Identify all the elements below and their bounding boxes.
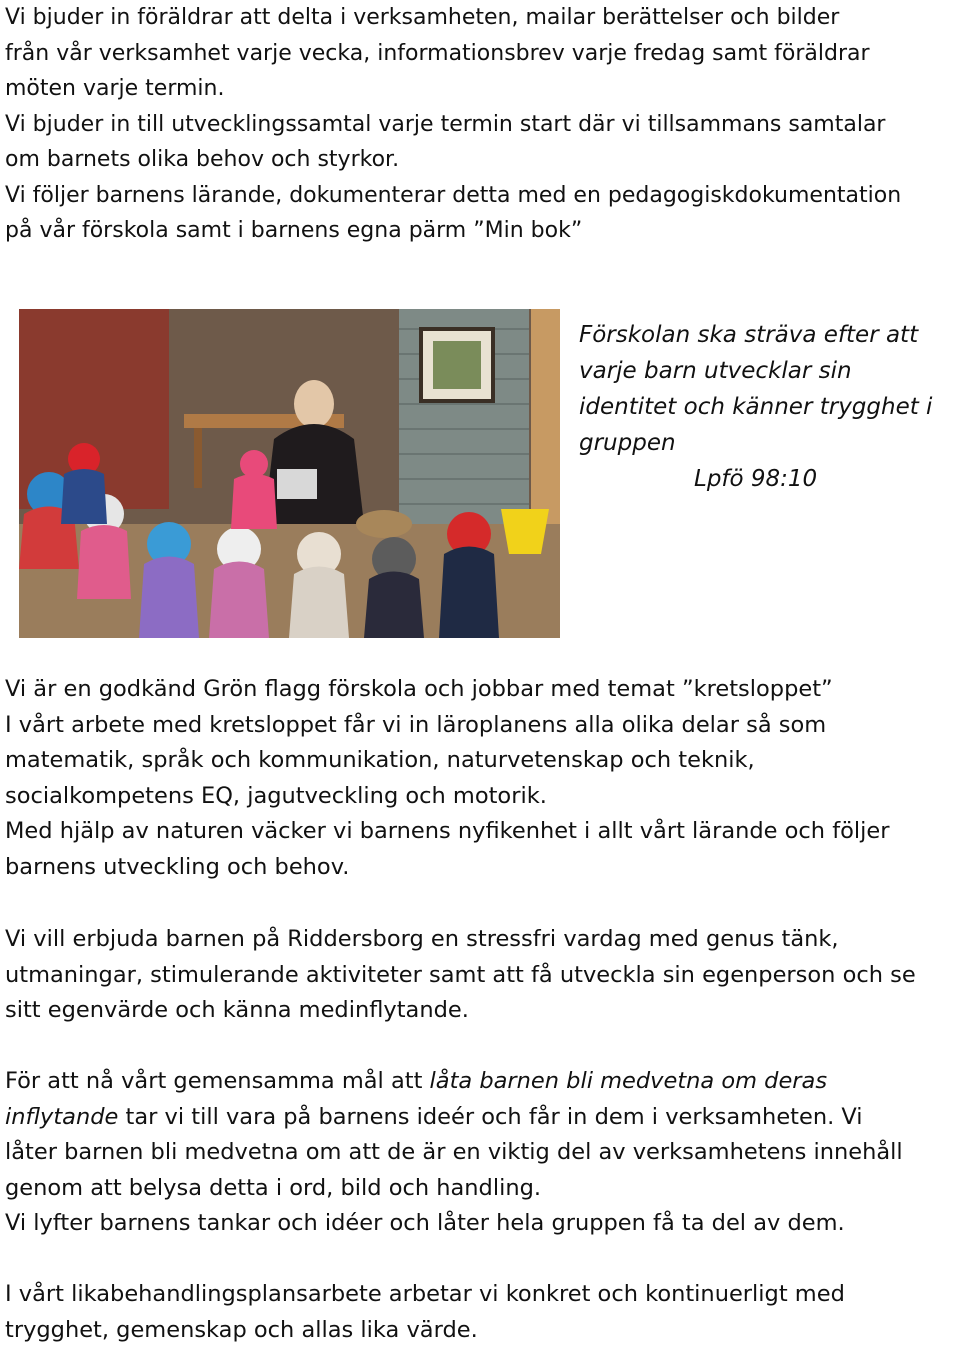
text-line: trygghet, gemenskap och allas lika värde. (5, 1316, 478, 1343)
quote-line: varje barn utvecklar sin (579, 358, 852, 384)
green-flag-paragraph (5, 672, 957, 885)
text-line: Vi bjuder in till utvecklingssamtal varje termin start där vi tillsammans samtalar (5, 111, 886, 137)
text-line: på vår förskola samt i barnens egna pärm ”Min bok” (5, 218, 583, 243)
curriculum-quote (579, 317, 957, 497)
text-line: utmaningar, stimulerande aktiviteter samt att få utveckla sin egenperson och se (5, 961, 916, 988)
text-line: I vårt likabehandlingsplansarbete arbetar vi konkret och kontinuerligt med (5, 1281, 845, 1307)
equality-paragraph (5, 1277, 957, 1348)
text-line: Med hjälp av naturen väcker vi barnens nyfikenhet i allt vårt lärande och följer (5, 818, 890, 844)
text-line: Vi är en godkänd Grön flagg förskola och jobbar med temat ”kretsloppet” (5, 676, 833, 702)
text-line: Vi följer barnens lärande, dokumenterar detta med en pedagogiskdokumentation (5, 182, 902, 208)
text-line: Vi vill erbjuda barnen på Riddersborg en stressfri vardag med genus tänk, (5, 926, 839, 952)
text-line: Vi lyfter barnens tankar och idéer och låter hela gruppen få ta del av dem. (5, 1210, 845, 1236)
text-line (5, 1100, 957, 1136)
text-line (5, 1064, 957, 1100)
text-line: matematik, språk och kommunikation, naturvetenskap och teknik, (5, 747, 755, 773)
text-line: socialkompetens EQ, jagutveckling och motorik. (5, 782, 547, 809)
text-segment: För att nå vårt gemensamma mål att (5, 1068, 430, 1094)
quote-line: identitet och känner trygghet i (579, 394, 933, 420)
preschool-reading-photo (19, 309, 560, 638)
quote-source: Lpfö 98:10 (694, 466, 818, 492)
text-line: möten varje termin. (5, 76, 225, 101)
text-line: från vår verksamhet varje vecka, informationsbrev varje fredag samt föräldrar (5, 40, 870, 66)
text-line: barnens utveckling och behov. (5, 853, 350, 880)
intro-paragraph (5, 0, 957, 249)
text-segment: tar vi till vara på barnens ideér och får in dem i verksamheten. Vi (118, 1103, 863, 1130)
italic-segment: låta barnen bli medvetna om deras (429, 1068, 828, 1094)
text-line: Vi bjuder in föräldrar att delta i verksamheten, mailar berättelser och bilder (5, 5, 840, 30)
stressfree-paragraph (5, 922, 957, 1029)
text-line: genom att belysa detta i ord, bild och handling. (5, 1174, 542, 1201)
quote-line: gruppen (579, 430, 676, 456)
text-line: låter barnen bli medvetna om att de är en viktig del av verksamhetens innehåll (5, 1139, 903, 1165)
text-line: om barnets olika behov och styrkor. (5, 147, 400, 172)
italic-segment: inflytande (5, 1103, 119, 1130)
influence-paragraph (5, 1064, 957, 1242)
text-line: sitt egenvärde och känna medinflytande. (5, 997, 469, 1023)
text-line: I vårt arbete med kretsloppet får vi in läroplanens alla olika delar så som (5, 711, 827, 738)
quote-line: Förskolan ska sträva efter att (579, 322, 919, 348)
